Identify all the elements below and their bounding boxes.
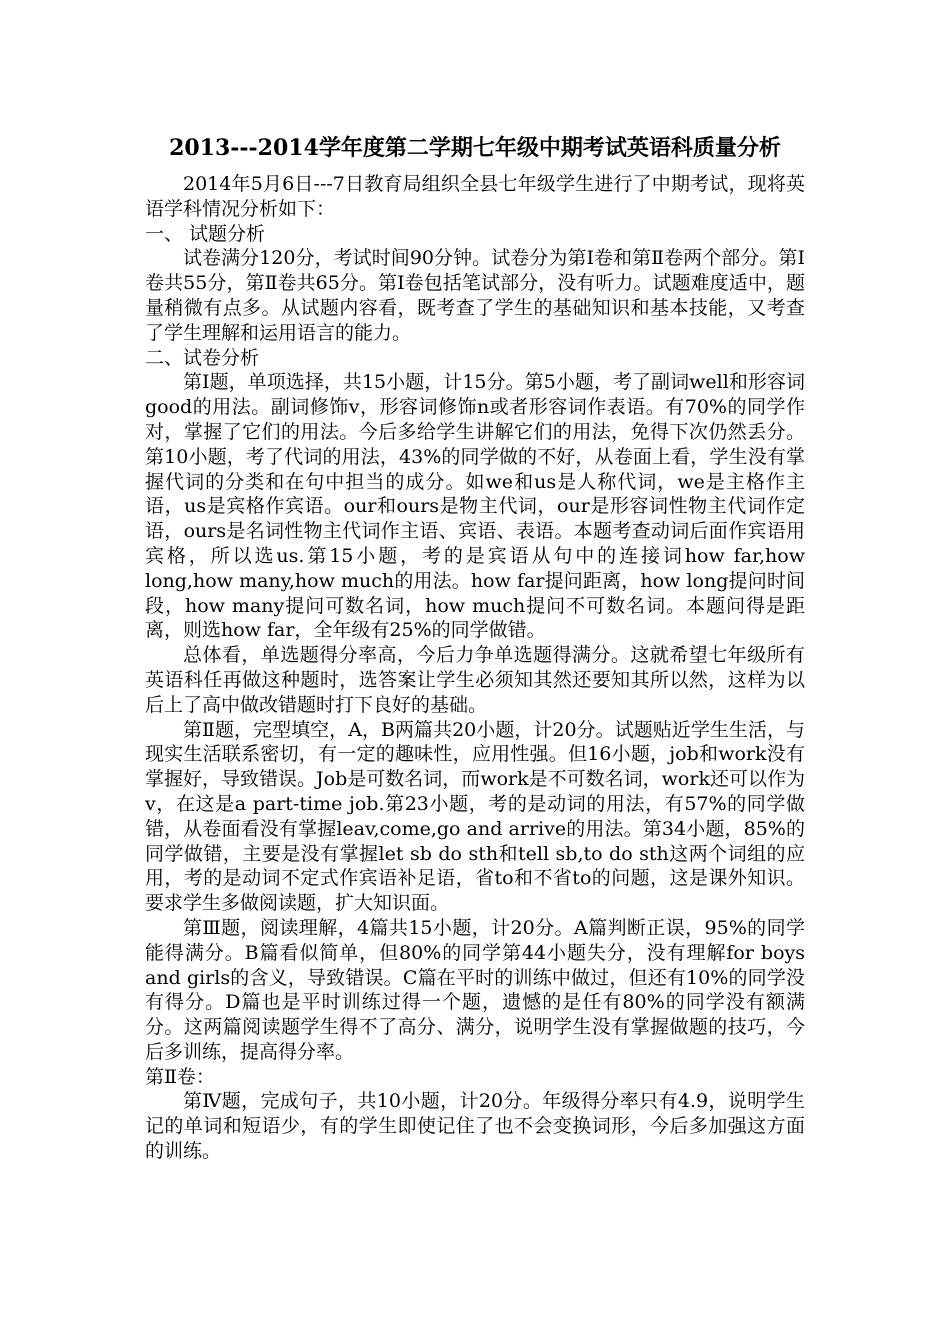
- section1-paragraph: 试卷满分120分，考试时间90分钟。试卷分为第Ⅰ卷和第Ⅱ卷两个部分。第Ⅰ卷共55分，第Ⅱ卷共65分。第Ⅰ卷包括笔试部分，没有听力。试题难度适中，题量稍微有点多。从试题内容看，既考查了学生的基础知识和基本技能，又考查了学生理解和运用语言的能力。: [145, 247, 805, 344]
- part2-heading: 第Ⅱ卷：: [145, 1065, 215, 1088]
- question1-paragraph: 第Ⅰ题，单项选择，共15小题，计15分。第5小题，考了副词well和形容词good的用法。副词修饰v，形容词修饰n或者形容词作表语。有70%的同学作对，掌握了它们的用法。今后多给学生讲解它们的用法，免得下次仍然丢分。第10小题，考了代词的用法，43%的同学做的不好，从卷面上看，学生没有掌握代词的分类和在句中担当的成分。如we和us是人称代词，we是主格作主语，us是宾格作宾语。our和ours是物主代词，our是形容词性物主代词作定语，ours是名词性物主代词作主语、宾语、表语。本题考查动词后面作宾语用宾格，所以选us.第15小题，考的是宾语从句中的连接词how far,how long,how many,how much的用法。how far提问距离，how long提问时间段，how many提问可数名词，how much提问不可数名词。本题问得是距离，则选how far，全年级有25%的同学做错。: [145, 371, 805, 642]
- document-page: [145, 132, 805, 1164]
- intro-paragraph: 2014年5月6日---7日教育局组织全县七年级学生进行了中期考试，现将英语学科情况分析如下：: [145, 173, 805, 220]
- question2-paragraph: 第Ⅱ题，完型填空，A，B两篇共20小题，计20分。试题贴近学生生活，与现实生活联系密切，有一定的趣味性，应用性强。但16小题，job和work没有掌握好，导致错误。Job是可数名词，而work是不可数名词，work还可以作为v，在这是a part-time job.第23小题，考的是动词的用法，有57%的同学做错，从卷面看没有掌握leav,come,go and arrive的用法。第34小题，85%的同学做错，主要是没有掌握let sb do sth和tell sb,to do sth这两个词组的应用，考的是动词不定式作宾语补足语，省to和不省to的问题，这是课外知识。要求学生多做阅读题，扩大知识面。: [145, 718, 805, 915]
- question3-paragraph: 第Ⅲ题，阅读理解，4篇共15小题，计20分。A篇判断正误，95%的同学能得满分。B篇看似简单，但80%的同学第44小题失分，没有理解for boys and girls的含义，导致错误。C篇在平时的训练中做过，但还有10%的同学没有得分。D篇也是平时训练过得一个题，遗憾的是任有80%的同学没有额满分。这两篇阅读题学生得不了高分、满分，说明学生没有掌握做题的技巧，今后多训练，提高得分率。: [145, 916, 805, 1063]
- question4-paragraph: 第Ⅳ题，完成句子，共10小题，计20分。年级得分率只有4.9，说明学生记的单词和短语少，有的学生即使记住了也不会变换词形，今后多加强这方面的训练。: [145, 1090, 805, 1163]
- document-title: 2013---2014学年度第二学期七年级中期考试英语科质量分析: [169, 135, 781, 161]
- question1-summary-paragraph: 总体看，单选题得分率高，今后力争单选题得满分。这就希望七年级所有英语科任再做这种题时，选答案让学生必须知其然还要知其所以然，这样为以后上了高中做改错题时打下良好的基础。: [145, 644, 805, 716]
- section1-heading: 一、 试题分析: [145, 222, 266, 245]
- section2-heading: 二、试卷分析: [145, 346, 260, 369]
